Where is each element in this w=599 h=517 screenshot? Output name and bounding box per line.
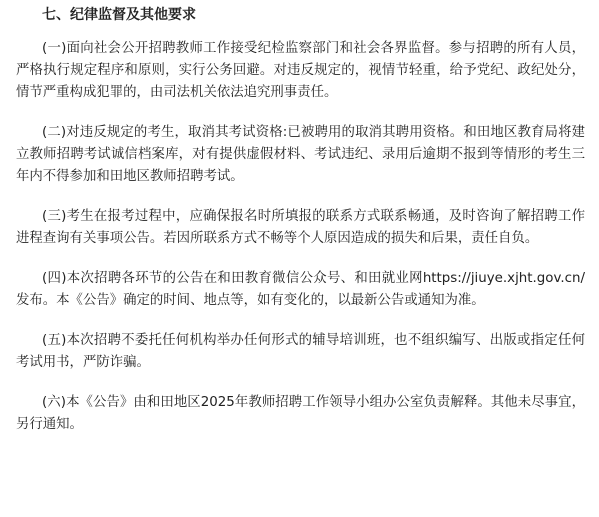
paragraph-supervision: (一)面向社会公开招聘教师工作接受纪检监察部门和社会各界监督。参与招聘的所有人员，严格执行规定程序和原则，实行公务回避。对违反规定的，视情节轻重，给予党纪、政纪处分，情节严重构成犯罪的，由司法机关依法追究刑事责任。	[16, 41, 585, 100]
paragraph-interpretation: (六)本《公告》由和田地区2025年教师招聘工作领导小组办公室负责解释。其他未尽事宜，另行通知。	[16, 395, 585, 432]
paragraph-contact-info: (三)考生在报考过程中，应确保报名时所填报的联系方式联系畅通，及时咨询了解招聘工作进程查询有关事项公告。若因所联系方式不畅等个人原因造成的损失和后果，责任自负。	[16, 209, 585, 246]
section-title: 七、纪律监督及其他要求	[42, 7, 196, 23]
paragraph-announcements: (四)本次招聘各环节的公告在和田教育微信公众号、和田就业网https://jiuye.xjht.gov.cn/发布。本《公告》确定的时间、地点等，如有变化的，以最新公告或通知为准。	[16, 271, 585, 308]
paragraph-no-training: (五)本次招聘不委托任何机构举办任何形式的辅导培训班，也不组织编写、出版或指定任何考试用书，严防诈骗。	[16, 333, 585, 370]
paragraph-violations: (二)对违反规定的考生，取消其考试资格:已被聘用的取消其聘用资格。和田地区教育局将建立教师招聘考试诚信档案库，对有提供虚假材料、考试违纪、录用后逾期不报到等情形的考生三年内不得参加和田地区教师招聘考试。	[16, 125, 585, 184]
